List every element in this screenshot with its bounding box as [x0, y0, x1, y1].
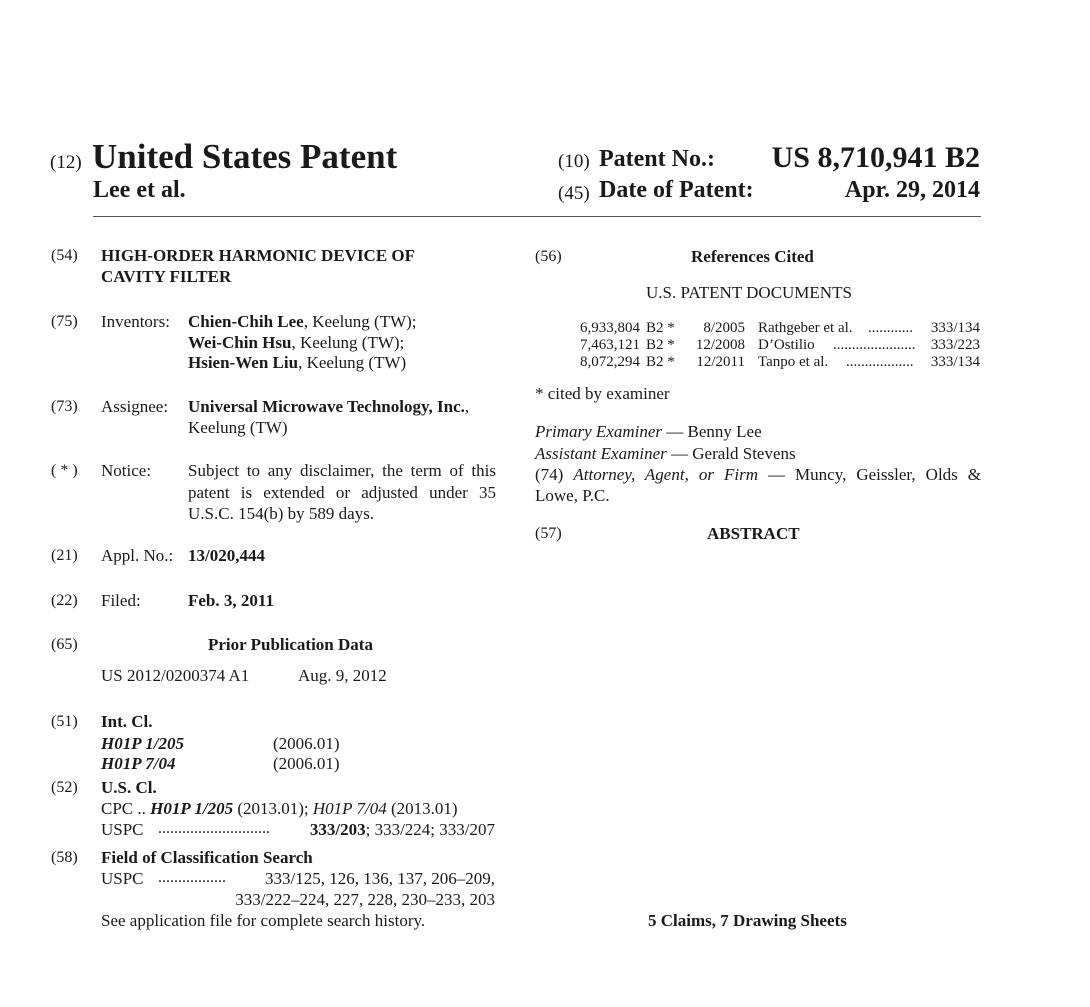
title-code: (54): [51, 247, 78, 264]
ref-name: D’Ostilio: [758, 337, 815, 353]
notice-line: patent is extended or adjusted under 35: [188, 483, 496, 502]
assignee-label: Assignee:: [101, 397, 169, 416]
primary-examiner-label: Primary Examiner: [535, 422, 663, 441]
intcl-version: (2006.01): [273, 734, 340, 753]
intcl-version: (2006.01): [273, 754, 340, 773]
inventors-label: Inventors:: [101, 312, 170, 331]
patent-no-label: Patent No.:: [599, 146, 715, 172]
date-code: (45): [558, 183, 590, 204]
primary-examiner-line: [535, 422, 762, 442]
filed-date: Feb. 3, 2011: [188, 591, 274, 610]
inventor-entry: [188, 353, 406, 373]
intcl-label: Int. Cl.: [101, 712, 153, 731]
ref-date: 12/2011: [696, 354, 745, 370]
cpc-line: [101, 799, 458, 819]
ref-dots: ............: [868, 320, 913, 336]
cpc-second-version: (2013.01): [390, 799, 458, 818]
ref-class: 333/134: [930, 354, 980, 370]
prior-code: (65): [51, 636, 78, 653]
assignee-separator: ,: [464, 397, 470, 416]
patent-no-code: (10): [558, 151, 590, 172]
uspc-other-classes: ; 333/224; 333/207: [365, 820, 495, 839]
ref-number: 7,463,121: [580, 337, 640, 353]
ref-class: 333/134: [930, 320, 980, 336]
uscl-label: U.S. Cl.: [101, 778, 157, 797]
inventor-name: Wei-Chin Hsu: [188, 333, 292, 352]
prior-pub-number: US 2012/0200374 A1: [101, 666, 250, 685]
cpc-main-class: H01P 1/205: [150, 799, 234, 818]
ref-class: 333/223: [930, 337, 980, 353]
abstract-heading: ABSTRACT: [707, 524, 800, 543]
field-note: See application file for complete search history.: [101, 911, 426, 930]
inventor-entry: [188, 312, 417, 332]
cpc-second-class: H01P 7/04: [312, 799, 387, 818]
ref-kind: B2 *: [646, 320, 675, 336]
ref-number: 8,072,294: [580, 354, 640, 370]
cited-note: * cited by examiner: [535, 384, 670, 403]
inventor-name: Chien-Chih Lee: [188, 312, 304, 331]
ref-name: Rathgeber et al.: [758, 320, 853, 336]
ref-dots: ..................: [846, 354, 914, 370]
prior-heading: Prior Publication Data: [208, 635, 373, 654]
uspc-label: USPC: [101, 820, 144, 839]
assistant-examiner-name: — Gerald Stevens: [671, 444, 796, 463]
cpc-main-version: (2013.01);: [237, 799, 309, 818]
claims-summary: 5 Claims, 7 Drawing Sheets: [648, 911, 847, 930]
field-classes-line-1: 333/125, 126, 136, 137, 206–209,: [265, 869, 495, 888]
ref-kind: B2 *: [646, 337, 675, 353]
attorney-name-cont: Lowe, P.C.: [535, 486, 610, 505]
patent-type-title: United States Patent: [92, 137, 398, 176]
assignee-name: Universal Microwave Technology, Inc.: [188, 397, 465, 416]
intcl-class: H01P 1/205: [101, 734, 184, 753]
inventor-entry: [188, 333, 404, 353]
type-code: (12): [50, 152, 82, 173]
intcl-class: H01P 7/04: [101, 754, 176, 773]
primary-examiner-name: — Benny Lee: [666, 422, 762, 441]
field-label: Field of Classification Search: [101, 848, 313, 867]
uspc-main-class: 333/203: [309, 820, 366, 839]
ref-number: 6,933,804: [580, 320, 640, 336]
attorney-line: [535, 465, 981, 485]
intcl-code: (51): [51, 713, 78, 730]
assistant-examiner-label: Assistant Examiner: [535, 444, 667, 463]
title-line-2: CAVITY FILTER: [101, 267, 232, 286]
inventor-short: Lee et al.: [93, 177, 186, 203]
ref-date: 12/2008: [695, 337, 745, 353]
inventor-location: , Keelung (TW);: [303, 312, 417, 331]
cpc-label: CPC ..: [101, 799, 146, 818]
appl-code: (21): [51, 547, 78, 564]
reference-row: [570, 354, 980, 374]
title-line-1: HIGH-ORDER HARMONIC DEVICE OF: [101, 246, 416, 265]
field-dots: .................: [158, 869, 226, 886]
filed-label: Filed:: [101, 591, 141, 610]
attorney-label: Attorney, Agent, or Firm: [573, 465, 758, 484]
patent-number: US 8,710,941 B2: [771, 141, 980, 174]
ref-date: 8/2005: [703, 320, 745, 336]
inventor-location: , Keelung (TW): [298, 353, 407, 372]
abstract-code: (57): [535, 525, 562, 542]
uspc-values: [310, 820, 495, 840]
field-classes-line-2: 333/222–224, 227, 228, 230–233, 203: [235, 890, 495, 909]
patent-date: Apr. 29, 2014: [844, 177, 980, 203]
notice-line: U.S.C. 154(b) by 589 days.: [188, 504, 375, 523]
ref-name: Tanpo et al.: [758, 354, 829, 370]
field-code: (58): [51, 849, 78, 866]
attorney-code: (74): [535, 465, 564, 484]
notice-code: ( * ): [51, 462, 78, 479]
us-docs-heading: U.S. PATENT DOCUMENTS: [646, 283, 852, 302]
inventor-location: , Keelung (TW);: [291, 333, 405, 352]
appl-number: 13/020,444: [188, 546, 265, 565]
notice-label: Notice:: [101, 461, 152, 480]
assignee-code: (73): [51, 398, 78, 415]
notice-line: Subject to any disclaimer, the term of this: [188, 461, 496, 480]
attorney-name: — Muncy, Geissler, Olds &: [768, 465, 982, 484]
appl-label: Appl. No.:: [101, 546, 174, 565]
assistant-examiner-line: [535, 444, 796, 464]
refs-code: (56): [535, 248, 562, 265]
date-label: Date of Patent:: [599, 177, 754, 203]
field-uspc-label: USPC: [101, 869, 144, 888]
inventors-code: (75): [51, 313, 78, 330]
uscl-code: (52): [51, 779, 78, 796]
inventor-name: Hsien-Wen Liu: [188, 353, 299, 372]
header-divider: [93, 216, 981, 217]
prior-pub-date: Aug. 9, 2012: [298, 666, 387, 685]
filed-code: (22): [51, 592, 78, 609]
assignee-name-line: [188, 397, 469, 417]
assignee-location: Keelung (TW): [188, 418, 288, 437]
ref-kind: B2 *: [646, 354, 675, 370]
ref-dots: ......................: [833, 337, 916, 353]
uspc-dots: ............................: [158, 820, 270, 837]
refs-heading: References Cited: [691, 247, 814, 266]
